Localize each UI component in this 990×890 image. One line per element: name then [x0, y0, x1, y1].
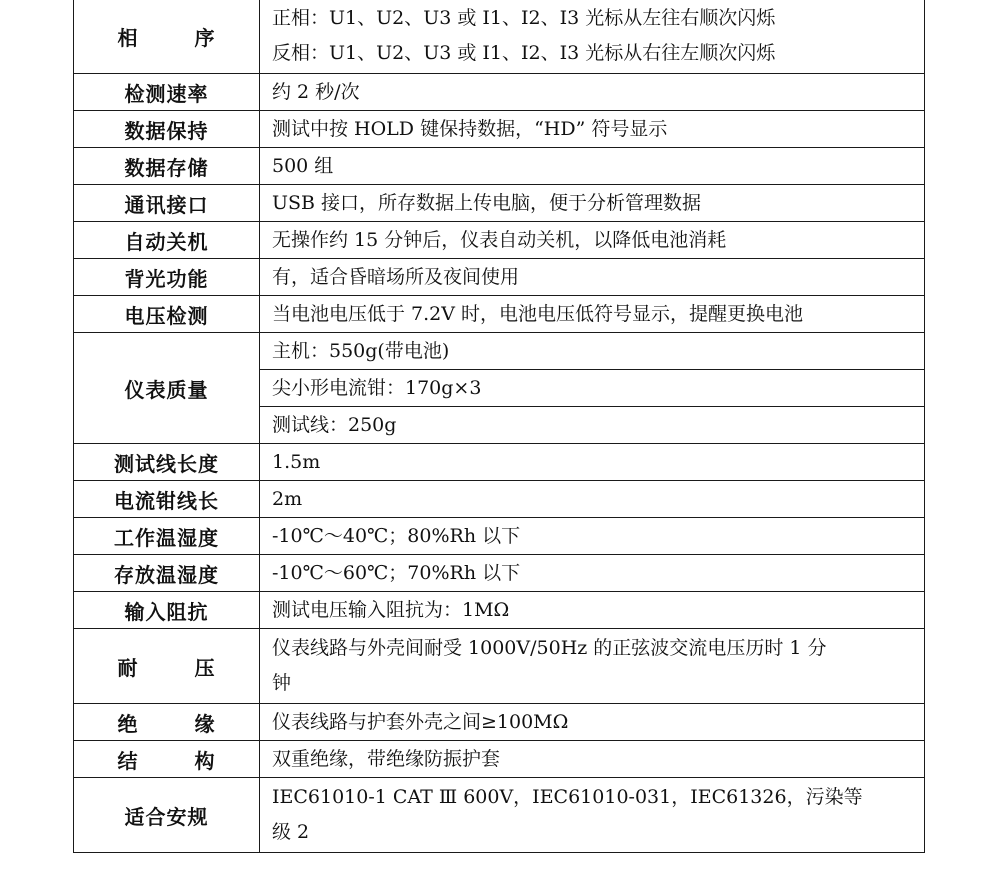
spec-label: 通讯接口	[74, 185, 260, 222]
spec-row	[74, 444, 925, 481]
spec-value	[260, 185, 925, 222]
spec-row	[74, 592, 925, 629]
spec-value	[260, 74, 925, 111]
spec-value: 主机：550g(带电池)	[260, 333, 925, 370]
spec-value-line: -10℃～60℃；70%Rh 以下	[272, 561, 521, 584]
spec-value-line: 有，适合昏暗场所及夜间使用	[272, 265, 520, 288]
spec-value-line: 级 2	[272, 821, 310, 843]
spec-label: 数据保持	[74, 111, 260, 148]
spec-table-body	[74, 0, 925, 853]
spec-value-line: 反相：U1、U2、U3 或 I1、I2、I3 光标从右往左顺次闪烁	[272, 42, 776, 64]
spec-label: 自动关机	[74, 222, 260, 259]
spec-value	[260, 444, 925, 481]
spec-value	[260, 481, 925, 518]
spec-label: 工作温湿度	[74, 518, 260, 555]
spec-label: 仪表质量	[74, 333, 260, 444]
spec-value-line: 约 2 秒/次	[272, 80, 360, 103]
spec-label: 相 序	[74, 0, 260, 74]
spec-value-line: 正相：U1、U2、U3 或 I1、I2、I3 光标从左往右顺次闪烁	[272, 7, 776, 29]
spec-value: 测试线：250g	[260, 407, 925, 444]
spec-label: 测试线长度	[74, 444, 260, 481]
spec-value-line: 500 组	[272, 154, 334, 177]
spec-value: 尖小形电流钳：170g×3	[260, 370, 925, 407]
spec-value	[260, 592, 925, 629]
spec-label: 数据存储	[74, 148, 260, 185]
spec-label: 结 构	[74, 741, 260, 778]
spec-row	[74, 518, 925, 555]
spec-value	[260, 518, 925, 555]
spec-label: 背光功能	[74, 259, 260, 296]
spec-value-line: 2m	[272, 487, 303, 510]
spec-value-line: 仪表线路与护套外壳之间≥100MΩ	[272, 710, 569, 733]
spec-value	[260, 148, 925, 185]
spec-label: 绝 缘	[74, 704, 260, 741]
spec-table	[73, 0, 925, 853]
spec-value	[260, 778, 925, 853]
spec-row	[74, 0, 925, 74]
spec-row	[74, 741, 925, 778]
spec-row	[74, 148, 925, 185]
spec-value	[260, 296, 925, 333]
spec-row	[74, 481, 925, 518]
spec-value-line: 无操作约 15 分钟后，仪表自动关机，以降低电池消耗	[272, 228, 727, 251]
spec-row	[74, 74, 925, 111]
spec-label: 耐 压	[74, 629, 260, 704]
spec-value	[260, 111, 925, 148]
spec-label: 检测速率	[74, 74, 260, 111]
spec-value-line: 测试电压输入阻抗为：1MΩ	[272, 598, 510, 621]
spec-label: 电压检测	[74, 296, 260, 333]
spec-row	[74, 555, 925, 592]
spec-value-line: IEC61010-1 CAT Ⅲ 600V，IEC61010-031，IEC61326，污染等	[272, 786, 863, 808]
spec-value-line: 仪表线路与外壳间耐受 1000V/50Hz 的正弦波交流电压历时 1 分	[272, 637, 827, 659]
spec-value-line: -10℃～40℃；80%Rh 以下	[272, 524, 521, 547]
spec-value-line: 测试中按 HOLD 键保持数据，“HD” 符号显示	[272, 117, 668, 140]
spec-value	[260, 629, 925, 704]
spec-label: 输入阻抗	[74, 592, 260, 629]
spec-value-line: 钟	[272, 672, 292, 694]
spec-value	[260, 222, 925, 259]
spec-value	[260, 704, 925, 741]
spec-value-line: 当电池电压低于 7.2V 时，电池电压低符号显示，提醒更换电池	[272, 302, 804, 325]
spec-value	[260, 259, 925, 296]
spec-value	[260, 555, 925, 592]
spec-label: 存放温湿度	[74, 555, 260, 592]
spec-row	[74, 111, 925, 148]
spec-value	[260, 0, 925, 74]
spec-label: 适合安规	[74, 778, 260, 853]
spec-value	[260, 741, 925, 778]
spec-row	[74, 185, 925, 222]
spec-row	[74, 259, 925, 296]
spec-value-line: USB 接口，所存数据上传电脑，便于分析管理数据	[272, 191, 702, 214]
spec-row	[74, 704, 925, 741]
spec-value-line: 双重绝缘，带绝缘防振护套	[272, 747, 501, 770]
spec-value-line: 1.5m	[272, 450, 321, 473]
spec-row	[74, 333, 925, 370]
spec-row	[74, 296, 925, 333]
spec-row	[74, 222, 925, 259]
spec-row	[74, 629, 925, 704]
spec-row	[74, 778, 925, 853]
spec-label: 电流钳线长	[74, 481, 260, 518]
